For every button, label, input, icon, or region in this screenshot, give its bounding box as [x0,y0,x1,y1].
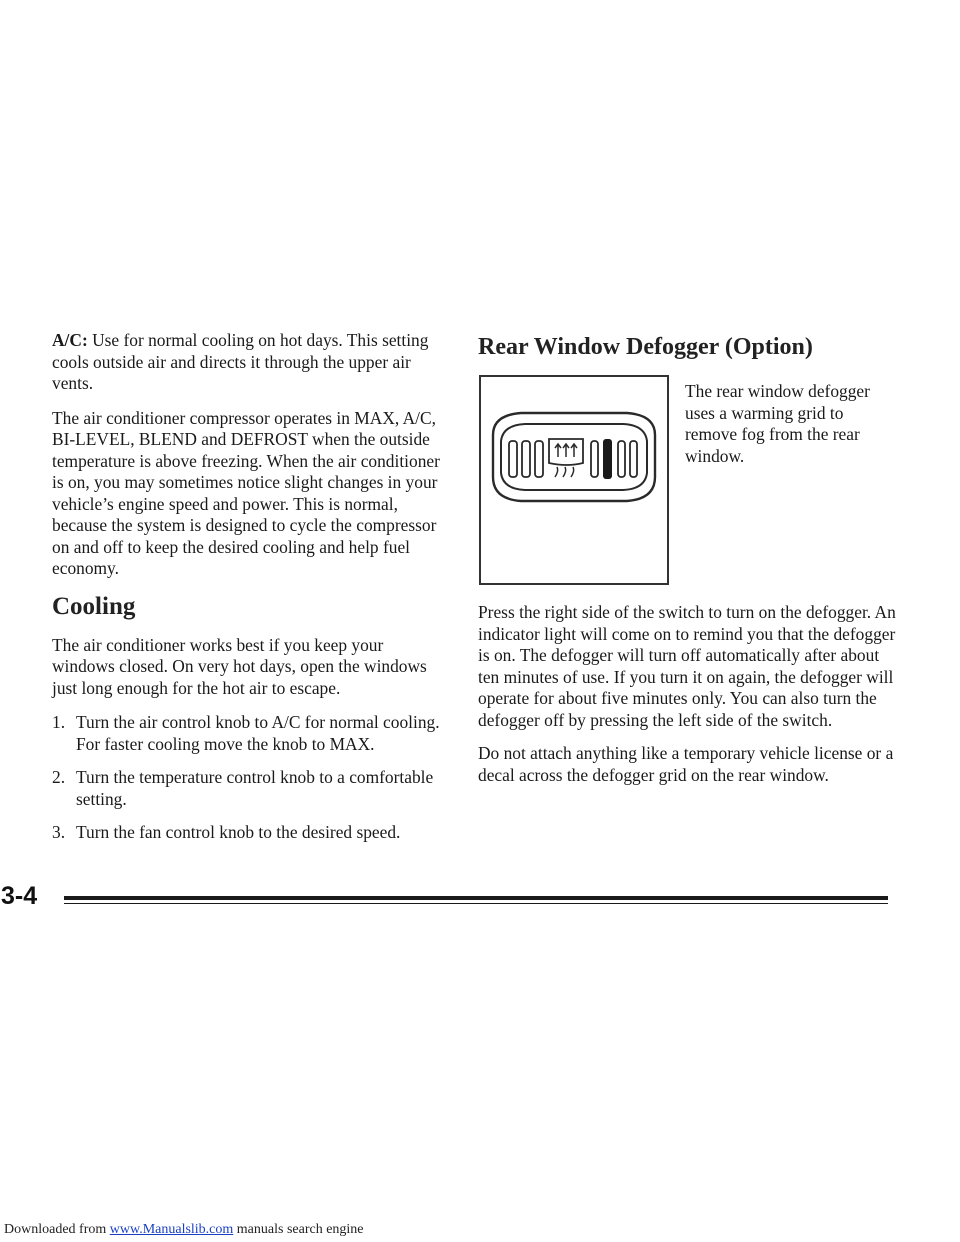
step-text: Turn the temperature control knob to a comfortable setting. [76,767,434,809]
compressor-paragraph: The air conditioner compressor operates in MAX, A/C, BI-LEVEL, BLEND and DEFROST when the outside temperature is above freezing. When the air conditioner is on, you may sometimes notice slight changes in your vehicle’s engine speed and power. This is normal, because the system is designed to cycle the compressor on and off to keep the desired cooling and help fuel economy. [52,407,440,578]
figure-row [478,375,898,585]
footer-rule [64,896,888,900]
page-footer [0,878,960,918]
left-column [52,330,442,856]
switch-illustration [481,377,667,583]
rear-defogger-heading: Rear Window Defogger (Option) [478,334,813,360]
step-text: Turn the air control knob to A/C for normal cooling. For faster cooling move the knob to MAX. [76,712,440,754]
page-number: 3-4 [1,882,38,910]
ac-paragraph [52,330,442,395]
step-number: 2. [52,767,66,787]
right-column [478,330,898,798]
cooling-steps [52,712,442,844]
footer-rule-thin [64,903,888,904]
attach-paragraph: Do not attach anything like a temporary vehicle license or a decal across the defogger grid on the rear window. [478,743,894,785]
figure-caption: The rear window defogger uses a warming grid to remove fog from the rear window. [685,381,870,466]
step-item [52,767,442,810]
press-paragraph: Press the right side of the switch to turn on the defogger. An indicator light will come on to remind you that the defogger is on. The defogger will turn off automatically after about ten minutes of use. If you turn it on again, the defogger will operate for about five minutes only. You can also turn the defogger off by pressing the left side of the switch. [478,602,896,730]
ac-label: A/C: [52,330,88,350]
cooling-intro: The air conditioner works best if you keep your windows closed. On very hot days, open the windows just long enough for the hot air to escape. [52,634,427,698]
step-item [52,712,442,755]
step-number: 1. [52,712,66,732]
download-banner [4,1222,364,1238]
banner-prefix: Downloaded from [4,1222,110,1237]
rear-defogger-switch-icon [479,375,669,585]
cooling-heading: Cooling [52,592,136,620]
step-number: 3. [52,822,66,842]
manualslib-link[interactable]: www.Manualslib.com [109,1222,234,1237]
step-text: Turn the fan control knob to the desired speed. [76,822,401,842]
banner-suffix: manuals search engine [233,1222,364,1237]
step-item [52,822,442,844]
ac-text: Use for normal cooling on hot days. This setting cools outside air and directs it through the upper air vents. [52,330,429,393]
